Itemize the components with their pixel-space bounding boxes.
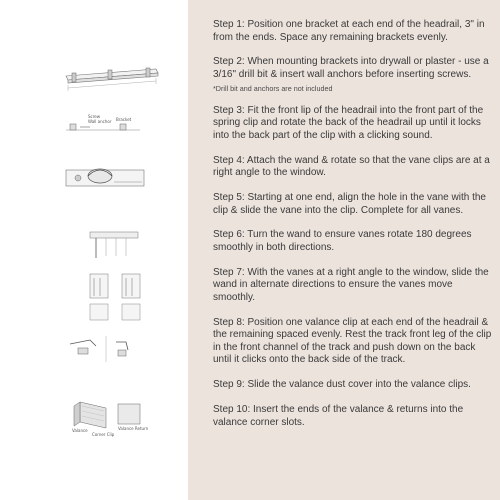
instruction-steps <box>213 19 495 429</box>
valance-clip-illustration <box>66 334 140 364</box>
step-8: Step 8: Position one valance clip at each end of the headrail & the remaining spaced evenly. Rest the track front leg of the clip in the front channel of the track and push down on the back until it clicks onto the back side of the track. <box>213 316 492 366</box>
figure-label-valance: Valance <box>72 428 88 433</box>
step-2: Step 2: When mounting brackets into drywall or plaster - use a 3/16" drill bit & insert wall anchors before inserting screws. <box>213 56 489 80</box>
figure-label-bracket: Bracket <box>116 117 132 122</box>
spring-clip-illustration <box>64 162 148 194</box>
bracket-mounting-illustration <box>60 112 146 142</box>
step-1: Step 1: Position one bracket at each end of the headrail, 3" in from the ends. Space any remaining brackets evenly. <box>213 19 485 43</box>
figure-label-anchor: Wall anchor <box>88 119 112 124</box>
figure-label-screw: Screw <box>88 114 101 119</box>
vane-rotation-illustration <box>86 302 146 322</box>
step-7: Step 7: With the vanes at a right angle to the window, slide the wand in alternate directions to ensure the vanes move smoothly. <box>213 266 489 303</box>
step-6: Step 6: Turn the wand to ensure vanes rotate 180 degrees smoothly in both directions. <box>213 229 472 253</box>
instructions-panel <box>188 0 500 500</box>
vane-clip-illustration <box>86 270 146 302</box>
step-10: Step 10: Insert the ends of the valance & returns into the valance corner slots. <box>213 403 464 428</box>
wand-attachment-illustration <box>86 226 142 260</box>
illustrations-panel <box>0 0 188 500</box>
step-3: Step 3: Fit the front lip of the headrail into the front part of the spring clip and rotate the back of the headrail up until it locks into the back part of the clip with a clicking sound. <box>213 104 484 141</box>
valance-corner-illustration <box>70 398 149 440</box>
step-2-note: *Drill bit and anchors are not included <box>213 83 333 93</box>
figure-label-corner-clip: Corner Clip <box>92 432 115 437</box>
step-9: Step 9: Slide the valance dust cover into the valance clips. <box>213 379 471 391</box>
headrail-brackets-illustration <box>62 66 162 100</box>
figure-label-valance-return: Valance Return <box>118 426 149 431</box>
step-5: Step 5: Starting at one end, align the hole in the vane with the clip & slide the vane into the clip. Complete for all vanes. <box>213 191 486 216</box>
step-4: Step 4: Attach the wand & rotate so that the vane clips are at a right angle to the window. <box>213 154 490 179</box>
